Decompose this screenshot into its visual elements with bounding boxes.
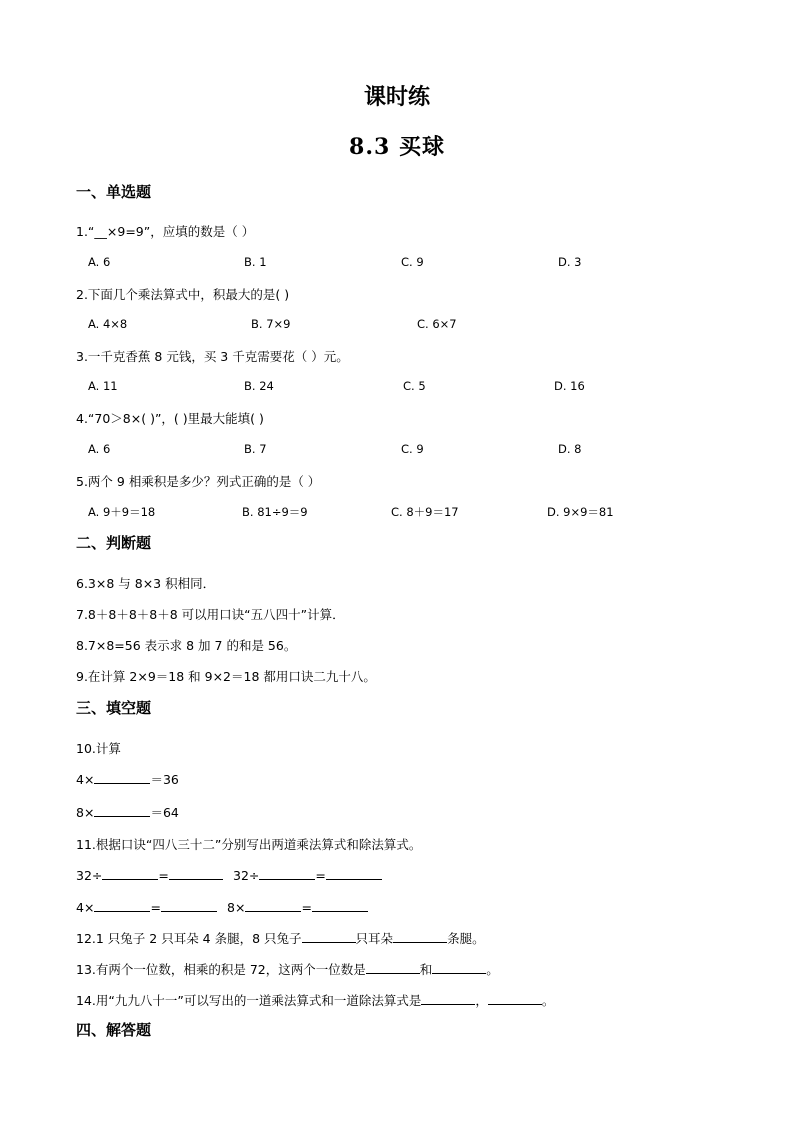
q10-line-1-suffix: ＝36 xyxy=(150,772,179,787)
question-8: 8.7×8=56 表示求 8 加 7 的和是 56。 xyxy=(76,638,297,653)
q3-option-c: C. 5 xyxy=(403,379,426,393)
q14-text-2: ， xyxy=(475,993,488,1008)
q12-blank-2[interactable] xyxy=(393,930,447,943)
question-10: 10.计算 xyxy=(76,741,121,756)
section-heading-single-choice: 一、单选题 xyxy=(76,183,152,201)
q13-text-3: 。 xyxy=(486,962,499,977)
q1-option-d: D. 3 xyxy=(558,255,582,269)
q11-a-equals: = xyxy=(158,868,169,883)
q13-blank-1[interactable] xyxy=(366,961,420,974)
question-11: 11.根据口诀“四八三十二”分别写出两道乘法算式和除法算式。 xyxy=(76,837,422,852)
section-heading-solve: 四、解答题 xyxy=(76,1021,152,1039)
q11-blank-d1[interactable] xyxy=(245,899,301,912)
q13-text-2: 和 xyxy=(419,962,433,977)
question-5: 5.两个 9 相乘积是多少？列式正确的是（ ） xyxy=(76,474,321,489)
q11-row-2-right xyxy=(227,899,368,915)
question-4: 4.“70＞8×( )”，( )里最大能填( ) xyxy=(76,411,264,426)
q4-option-d: D. 8 xyxy=(558,442,582,456)
question-6: 6.3×8 与 8×3 积相同． xyxy=(76,576,216,591)
q12-text-2: 只耳朵 xyxy=(355,931,394,946)
q3-option-b: B. 24 xyxy=(244,379,274,393)
q1-option-c: C. 9 xyxy=(401,255,424,269)
question-3: 3.一千克香蕉 8 元钱，买 3 千克需要花（ ）元。 xyxy=(76,349,349,364)
q11-b-equals: = xyxy=(315,868,326,883)
q11-a-prefix: 32÷ xyxy=(76,868,103,883)
q10-line-2-prefix: 8× xyxy=(76,805,95,820)
q3-option-d: D. 16 xyxy=(554,379,585,393)
q10-blank-1[interactable] xyxy=(94,771,150,784)
q3-option-a: A. 11 xyxy=(88,379,118,393)
q10-line-1 xyxy=(76,770,179,788)
q4-option-a: A. 6 xyxy=(88,442,111,456)
q1-option-a: A. 6 xyxy=(88,255,111,269)
q2-option-b: B. 7×9 xyxy=(251,317,291,331)
section-heading-fill-in: 三、填空题 xyxy=(76,699,152,717)
question-2: 2.下面几个乘法算式中，积最大的是( ) xyxy=(76,287,290,302)
question-1: 1.“__×9=9”，应填的数是（ ） xyxy=(76,224,255,239)
q14-text-1: 14.用“九九八十一”可以写出的一道乘法算式和一道除法算式是 xyxy=(76,993,422,1008)
q5-option-c: C. 8＋9＝17 xyxy=(391,505,459,519)
question-12 xyxy=(76,929,485,947)
q11-blank-c1[interactable] xyxy=(94,899,150,912)
q4-option-b: B. 7 xyxy=(244,442,267,456)
question-7: 7.8＋8＋8＋8＋8 可以用口诀“五八四十”计算． xyxy=(76,607,345,622)
question-14 xyxy=(76,991,554,1009)
page-subtitle: 8.3 买球 xyxy=(349,134,445,160)
q14-text-3: 。 xyxy=(541,993,555,1008)
q14-blank-1[interactable] xyxy=(421,992,475,1005)
q11-blank-d2[interactable] xyxy=(312,899,368,912)
q10-line-1-prefix: 4× xyxy=(76,772,95,787)
q1-option-b: B. 1 xyxy=(244,255,267,269)
q5-option-d: D. 9×9＝81 xyxy=(547,505,614,519)
question-9: 9.在计算 2×9＝18 和 9×2＝18 都用口诀二九十八。 xyxy=(76,669,376,684)
q11-blank-c2[interactable] xyxy=(161,899,217,912)
q11-d-prefix: 8× xyxy=(227,900,246,915)
q11-blank-a2[interactable] xyxy=(169,867,223,880)
section-heading-true-false: 二、判断题 xyxy=(76,534,152,552)
q12-text-3: 条腿。 xyxy=(447,931,485,946)
q11-d-equals: = xyxy=(301,900,312,915)
q12-text-1: 12.1 只兔子 2 只耳朵 4 条腿，8 只兔子 xyxy=(76,931,302,946)
q14-blank-2[interactable] xyxy=(488,992,542,1005)
q4-option-c: C. 9 xyxy=(401,442,424,456)
q5-option-a: A. 9＋9＝18 xyxy=(88,505,156,519)
question-13 xyxy=(76,960,499,978)
q10-line-2-suffix: ＝64 xyxy=(150,805,179,820)
q11-row-2-left xyxy=(76,899,217,915)
q11-c-prefix: 4× xyxy=(76,900,95,915)
q11-row-1-right xyxy=(233,867,382,883)
q13-blank-2[interactable] xyxy=(432,961,486,974)
q5-option-b: B. 81÷9＝9 xyxy=(242,505,308,519)
q10-blank-2[interactable] xyxy=(94,804,150,817)
q11-b-prefix: 32÷ xyxy=(233,868,260,883)
page-title: 课时练 xyxy=(363,84,430,110)
q11-blank-a1[interactable] xyxy=(102,867,158,880)
q11-c-equals: = xyxy=(150,900,161,915)
q11-blank-b2[interactable] xyxy=(326,867,382,880)
q2-option-a: A. 4×8 xyxy=(88,317,128,331)
q13-text-1: 13.有两个一位数，相乘的积是 72，这两个一位数是 xyxy=(76,962,366,977)
q11-blank-b1[interactable] xyxy=(259,867,315,880)
q11-row-1-left xyxy=(76,867,223,883)
q12-blank-1[interactable] xyxy=(302,930,356,943)
q2-option-c: C. 6×7 xyxy=(417,317,457,331)
q10-line-2 xyxy=(76,803,179,821)
